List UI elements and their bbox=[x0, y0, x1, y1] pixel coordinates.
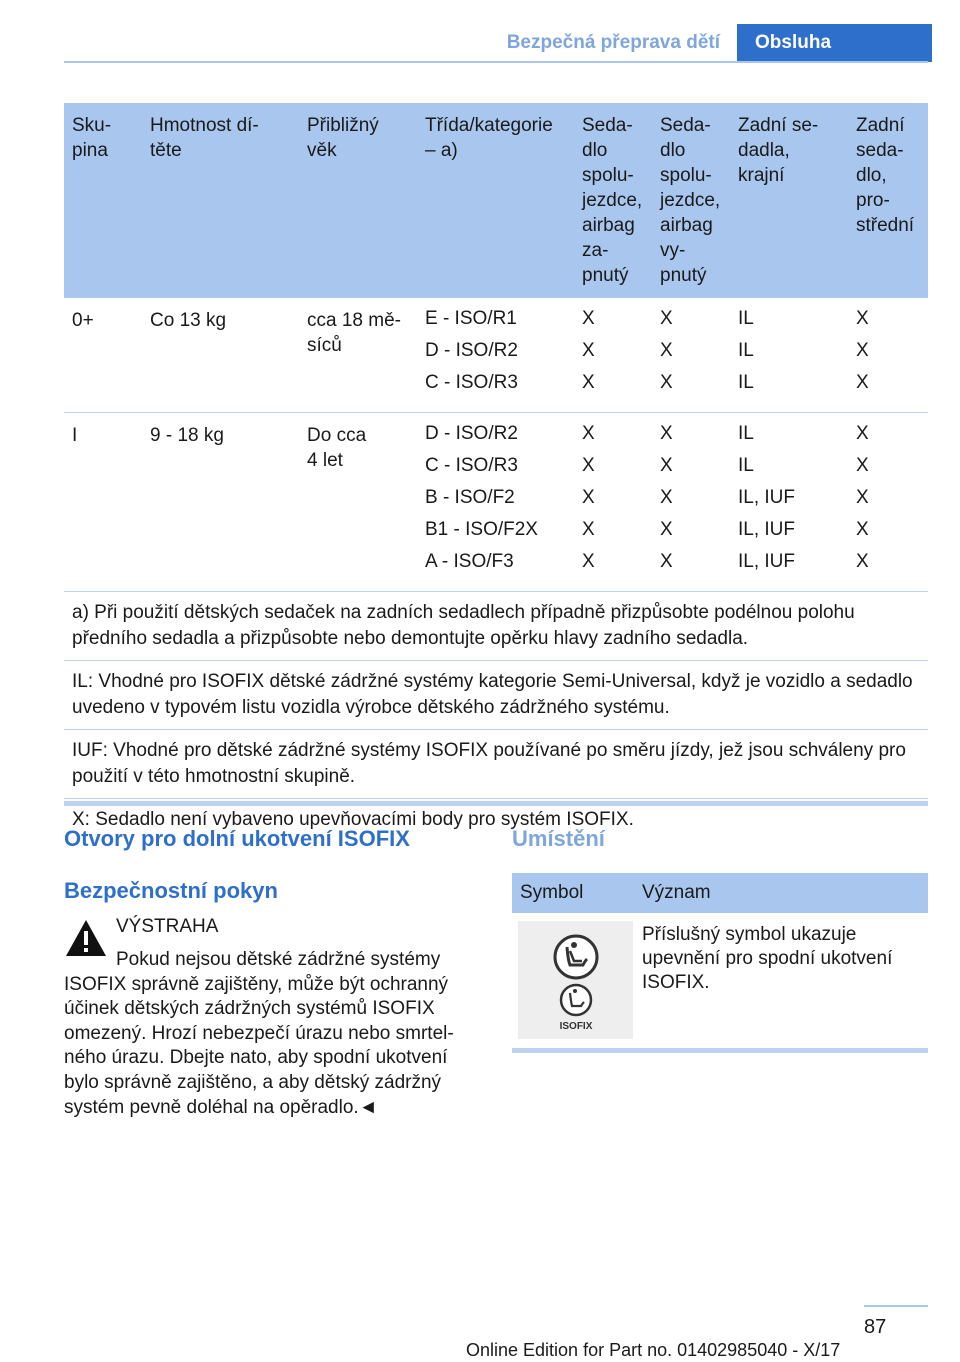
cell-value: IL bbox=[738, 308, 754, 329]
cell-value: X bbox=[856, 519, 869, 540]
cell-classes bbox=[417, 298, 574, 413]
page-number: 87 bbox=[864, 1316, 887, 1338]
cell-value: X bbox=[856, 487, 869, 508]
cell-value: X bbox=[660, 372, 673, 393]
table-end-rule bbox=[64, 801, 928, 806]
symbol-table bbox=[512, 873, 928, 1049]
note-row bbox=[64, 661, 928, 730]
table-row bbox=[64, 298, 928, 413]
table-header-row bbox=[64, 103, 928, 298]
cell-value: IL bbox=[738, 455, 754, 476]
cell-value: D - ISO/R2 bbox=[425, 340, 518, 361]
symbol-header-row bbox=[512, 873, 928, 913]
placement-heading: Umístění bbox=[512, 826, 605, 851]
table-row bbox=[512, 913, 928, 1049]
column-header: Seda- dlo spolu- jezdce, airbag za- pnutý bbox=[574, 103, 652, 298]
cell-rear-center bbox=[848, 298, 928, 413]
isofix-seat-icon bbox=[518, 921, 633, 1039]
section-title: Bezpečná přeprava dětí bbox=[506, 32, 720, 53]
table-note: IL: Vhodné pro ISOFIX dětské zádržné systémy kategorie Semi-Universal, když je vozidlo a sedadlo uvedeno v typovém listu vozidla výrobce dětského zádržného systému. bbox=[64, 661, 928, 730]
cell-passenger-on bbox=[574, 413, 652, 592]
cell-value: C - ISO/R3 bbox=[425, 455, 518, 476]
cell-value: IL bbox=[738, 340, 754, 361]
page-header bbox=[0, 24, 960, 62]
cell-value: X bbox=[582, 423, 595, 444]
cell-value: X bbox=[660, 423, 673, 444]
cell-value: X bbox=[660, 551, 673, 572]
cell-value: X bbox=[856, 455, 869, 476]
symbol-meaning: Příslušný symbol ukazuje upevnění pro spodní ukotvení ISOFIX. bbox=[642, 924, 893, 993]
cell-value: IL, IUF bbox=[738, 551, 796, 572]
col-meaning: Význam bbox=[634, 873, 928, 913]
cell-age: cca 18 mě- síců bbox=[299, 298, 417, 413]
column-header: Hmotnost dí- těte bbox=[142, 103, 299, 298]
cell-group: I bbox=[64, 413, 142, 592]
column-header: Přibližný věk bbox=[299, 103, 417, 298]
column-header: Třída/kategorie – a) bbox=[417, 103, 574, 298]
cell-rear-outer bbox=[730, 413, 848, 592]
cell-value: X bbox=[856, 372, 869, 393]
note-row bbox=[64, 730, 928, 799]
table-note: X: Sedadlo není vybaveno upevňovacími body pro systém ISOFIX. bbox=[72, 809, 634, 830]
page-number-rule bbox=[864, 1305, 928, 1307]
cell-value: C - ISO/R3 bbox=[425, 372, 518, 393]
column-header: Zadní se- dadla, krajní bbox=[730, 103, 848, 298]
cell-value: E - ISO/R1 bbox=[425, 308, 517, 329]
cell-value: X bbox=[856, 308, 869, 329]
table-note: a) Při použití dětských sedaček na zadních sedadlech případně přizpůsobte podélnou polohu předního sedadla a přizpůsobte nebo demontujte opěrku hlavy zadního sedadla. bbox=[64, 592, 928, 661]
header-rule bbox=[64, 61, 928, 63]
cell-weight: Co 13 kg bbox=[142, 298, 299, 413]
chapter-tab: Obsluha bbox=[737, 24, 932, 62]
cell-value: X bbox=[856, 340, 869, 361]
cell-value: X bbox=[582, 372, 595, 393]
cell-rear-center bbox=[848, 413, 928, 592]
table-row bbox=[64, 413, 928, 592]
cell-value: X bbox=[660, 340, 673, 361]
column-header: Seda- dlo spolu- jezdce, airbag vy- pnutý bbox=[652, 103, 730, 298]
cell-value: IL, IUF bbox=[738, 487, 796, 508]
cell-value: X bbox=[582, 487, 595, 508]
cell-value: IL bbox=[738, 372, 754, 393]
cell-value: X bbox=[856, 423, 869, 444]
isofix-table bbox=[64, 103, 928, 841]
cell-value: X bbox=[582, 340, 595, 361]
column-header: Sku- pina bbox=[64, 103, 142, 298]
warning-text: Pokud nejsou dětské zádržné systémy ISOFIX správně zajištěny, může být ochranný účinek dětských zádržných systémů ISOFIX omezený. Hrozí nebezpečí úrazu nebo smrtelného úrazu. Dbejte nato, aby spodní ukotvení bylo správně zajištěno, a aby dětský zádržný systém pevně doléhal na opěradlo.◄ bbox=[64, 949, 454, 1118]
cell-group: 0+ bbox=[64, 298, 142, 413]
cell-age: Do cca 4 let bbox=[299, 413, 417, 592]
cell-value: B - ISO/F2 bbox=[425, 487, 515, 508]
cell-value: X bbox=[660, 308, 673, 329]
column-header: Zadní seda- dlo, pro- střední bbox=[848, 103, 928, 298]
cell-value: A - ISO/F3 bbox=[425, 551, 514, 572]
footer-edition: Online Edition for Part no. 01402985040 - X/17 bbox=[466, 1340, 841, 1360]
cell-value: X bbox=[660, 519, 673, 540]
subsection-heading: Bezpečnostní pokyn bbox=[64, 878, 278, 903]
cell-value: X bbox=[660, 487, 673, 508]
col-symbol: Symbol bbox=[512, 873, 634, 913]
cell-classes bbox=[417, 413, 574, 592]
isofix-symbol-image bbox=[518, 921, 633, 1039]
note-row bbox=[64, 592, 928, 661]
cell-value: IL, IUF bbox=[738, 519, 796, 540]
cell-value: X bbox=[856, 551, 869, 572]
cell-rear-outer bbox=[730, 298, 848, 413]
cell-passenger-on bbox=[574, 298, 652, 413]
cell-value: IL bbox=[738, 423, 754, 444]
cell-value: X bbox=[582, 551, 595, 572]
table-note: IUF: Vhodné pro dětské zádržné systémy ISOFIX používané po směru jízdy, jež jsou schváleny pro použití v této hmotnostní skupině. bbox=[64, 730, 928, 799]
cell-value: X bbox=[582, 308, 595, 329]
cell-passenger-off bbox=[652, 413, 730, 592]
cell-value: X bbox=[660, 455, 673, 476]
cell-value: D - ISO/R2 bbox=[425, 423, 518, 444]
cell-passenger-off bbox=[652, 298, 730, 413]
symbol-table-end-rule bbox=[512, 1048, 928, 1053]
warning-label: VÝSTRAHA bbox=[116, 916, 219, 937]
cell-value: X bbox=[582, 519, 595, 540]
isofix-symbol-label: ISOFIX bbox=[559, 1021, 593, 1032]
cell-value: B1 - ISO/F2X bbox=[425, 519, 538, 540]
section-heading: Otvory pro dolní ukotvení ISOFIX bbox=[64, 826, 410, 851]
cell-value: X bbox=[582, 455, 595, 476]
cell-weight: 9 - 18 kg bbox=[142, 413, 299, 592]
